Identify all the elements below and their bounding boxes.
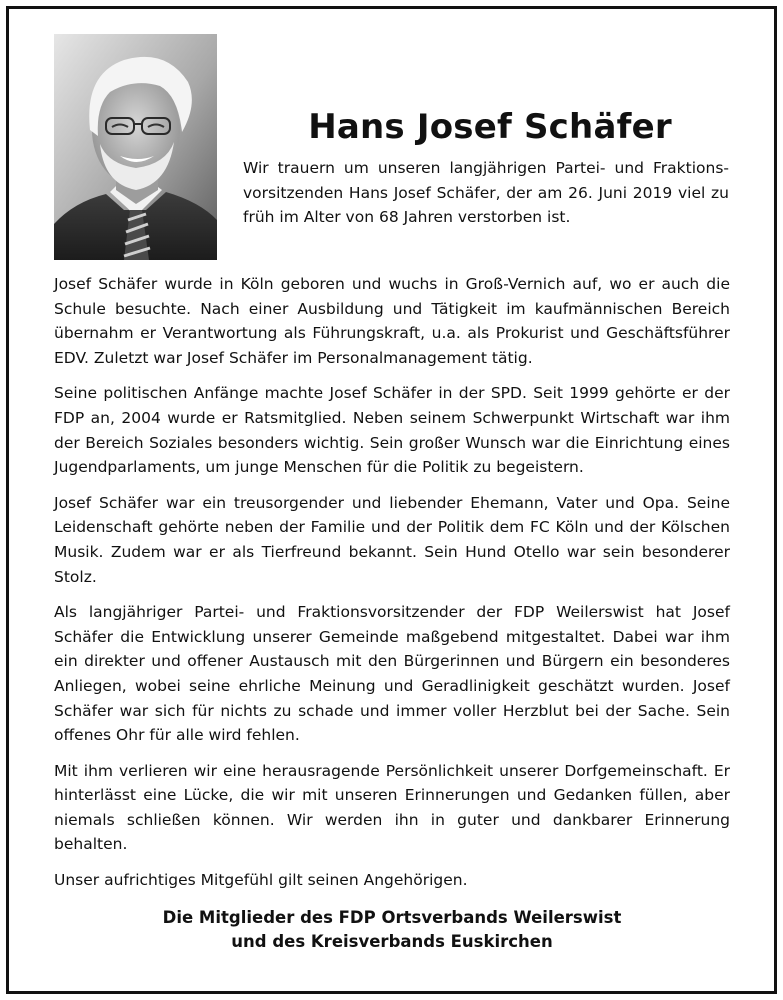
paragraph: Josef Schäfer wurde in Köln geboren und wuchs in Groß-Vernich auf, wo er auch die Schule besuchte. Nach einer Ausbildung und Tätigkeit im kaufmännischen Bereich übernahm er Verantwortung als Führungskraft, u.a. als Prokurist und Geschäftsführer EDV. Zuletzt war Josef Schäfer im Personalmanagement tätig. <box>54 275 730 367</box>
signature-line-1: Die Mitglieder des FDP Ortsverbands Weilerswist <box>162 908 622 927</box>
intro-text: Wir trauern um unseren langjährigen Partei- und Fraktionsvorsitzenden Hans Josef Schäfer, der am 26. Juni 2019 viel zu früh im Alter von 68 Jahren verstorben ist. <box>243 159 729 227</box>
signature <box>54 906 730 954</box>
paragraph: Josef Schäfer war ein treusorgender und liebender Ehemann, Vater und Opa. Seine Leidenschaft gehörte neben der Familie und der Politik dem FC Köln und der Kölschen Musik. Zudem war er als Tierfreund bekannt. Sein Hund Otello war sein besonderer Stolz. <box>54 493 730 586</box>
deceased-name: Hans Josef Schäfer <box>308 106 672 147</box>
paragraph: Als langjähriger Partei- und Fraktionsvorsitzender der FDP Weilerswist hat Josef Schäfer die Entwicklung unserer Gemeinde maßgebend mitgestaltet. Dabei war ihm ein direkter und offener Austausch mit den Bürgerinnen und Bürgern ein besonderes Anliegen, wobei seine ehrliche Meinung und Geradlinigkeit geschätzt wurden. Josef Schäfer war sich für nichts zu schade und immer voller Herzblut bei der Sache. Sein offenes Ohr für alle wird fehlen. <box>54 603 730 745</box>
paragraph: Unser aufrichtiges Mitgefühl gilt seinen Angehörigen. <box>54 871 468 890</box>
paragraph: Mit ihm verlieren wir eine herausragende Persönlichkeit unserer Dorfgemeinschaft. Er hinterlässt eine Lücke, die wir mit unseren Erinnerungen und Gedanken füllen, aber niemals schließen können. Wir werden ihn in guter und dankbarer Erinnerung behalten. <box>54 761 730 854</box>
signature-line-2: und des Kreisverbands Euskirchen <box>231 932 553 951</box>
obituary-body <box>54 272 730 904</box>
paragraph: Seine politischen Anfänge machte Josef Schäfer in der SPD. Seit 1999 gehörte er der FDP an, 2004 wurde er Ratsmitglied. Neben seinem Schwerpunkt Wirtschaft war ihm der Bereich Soziales besonders wichtig. Sein großer Wunsch war die Einrichtung eines Jugendparlaments, um junge Menschen für die Politik zu begeistern. <box>54 384 730 477</box>
portrait-photo <box>54 34 217 260</box>
